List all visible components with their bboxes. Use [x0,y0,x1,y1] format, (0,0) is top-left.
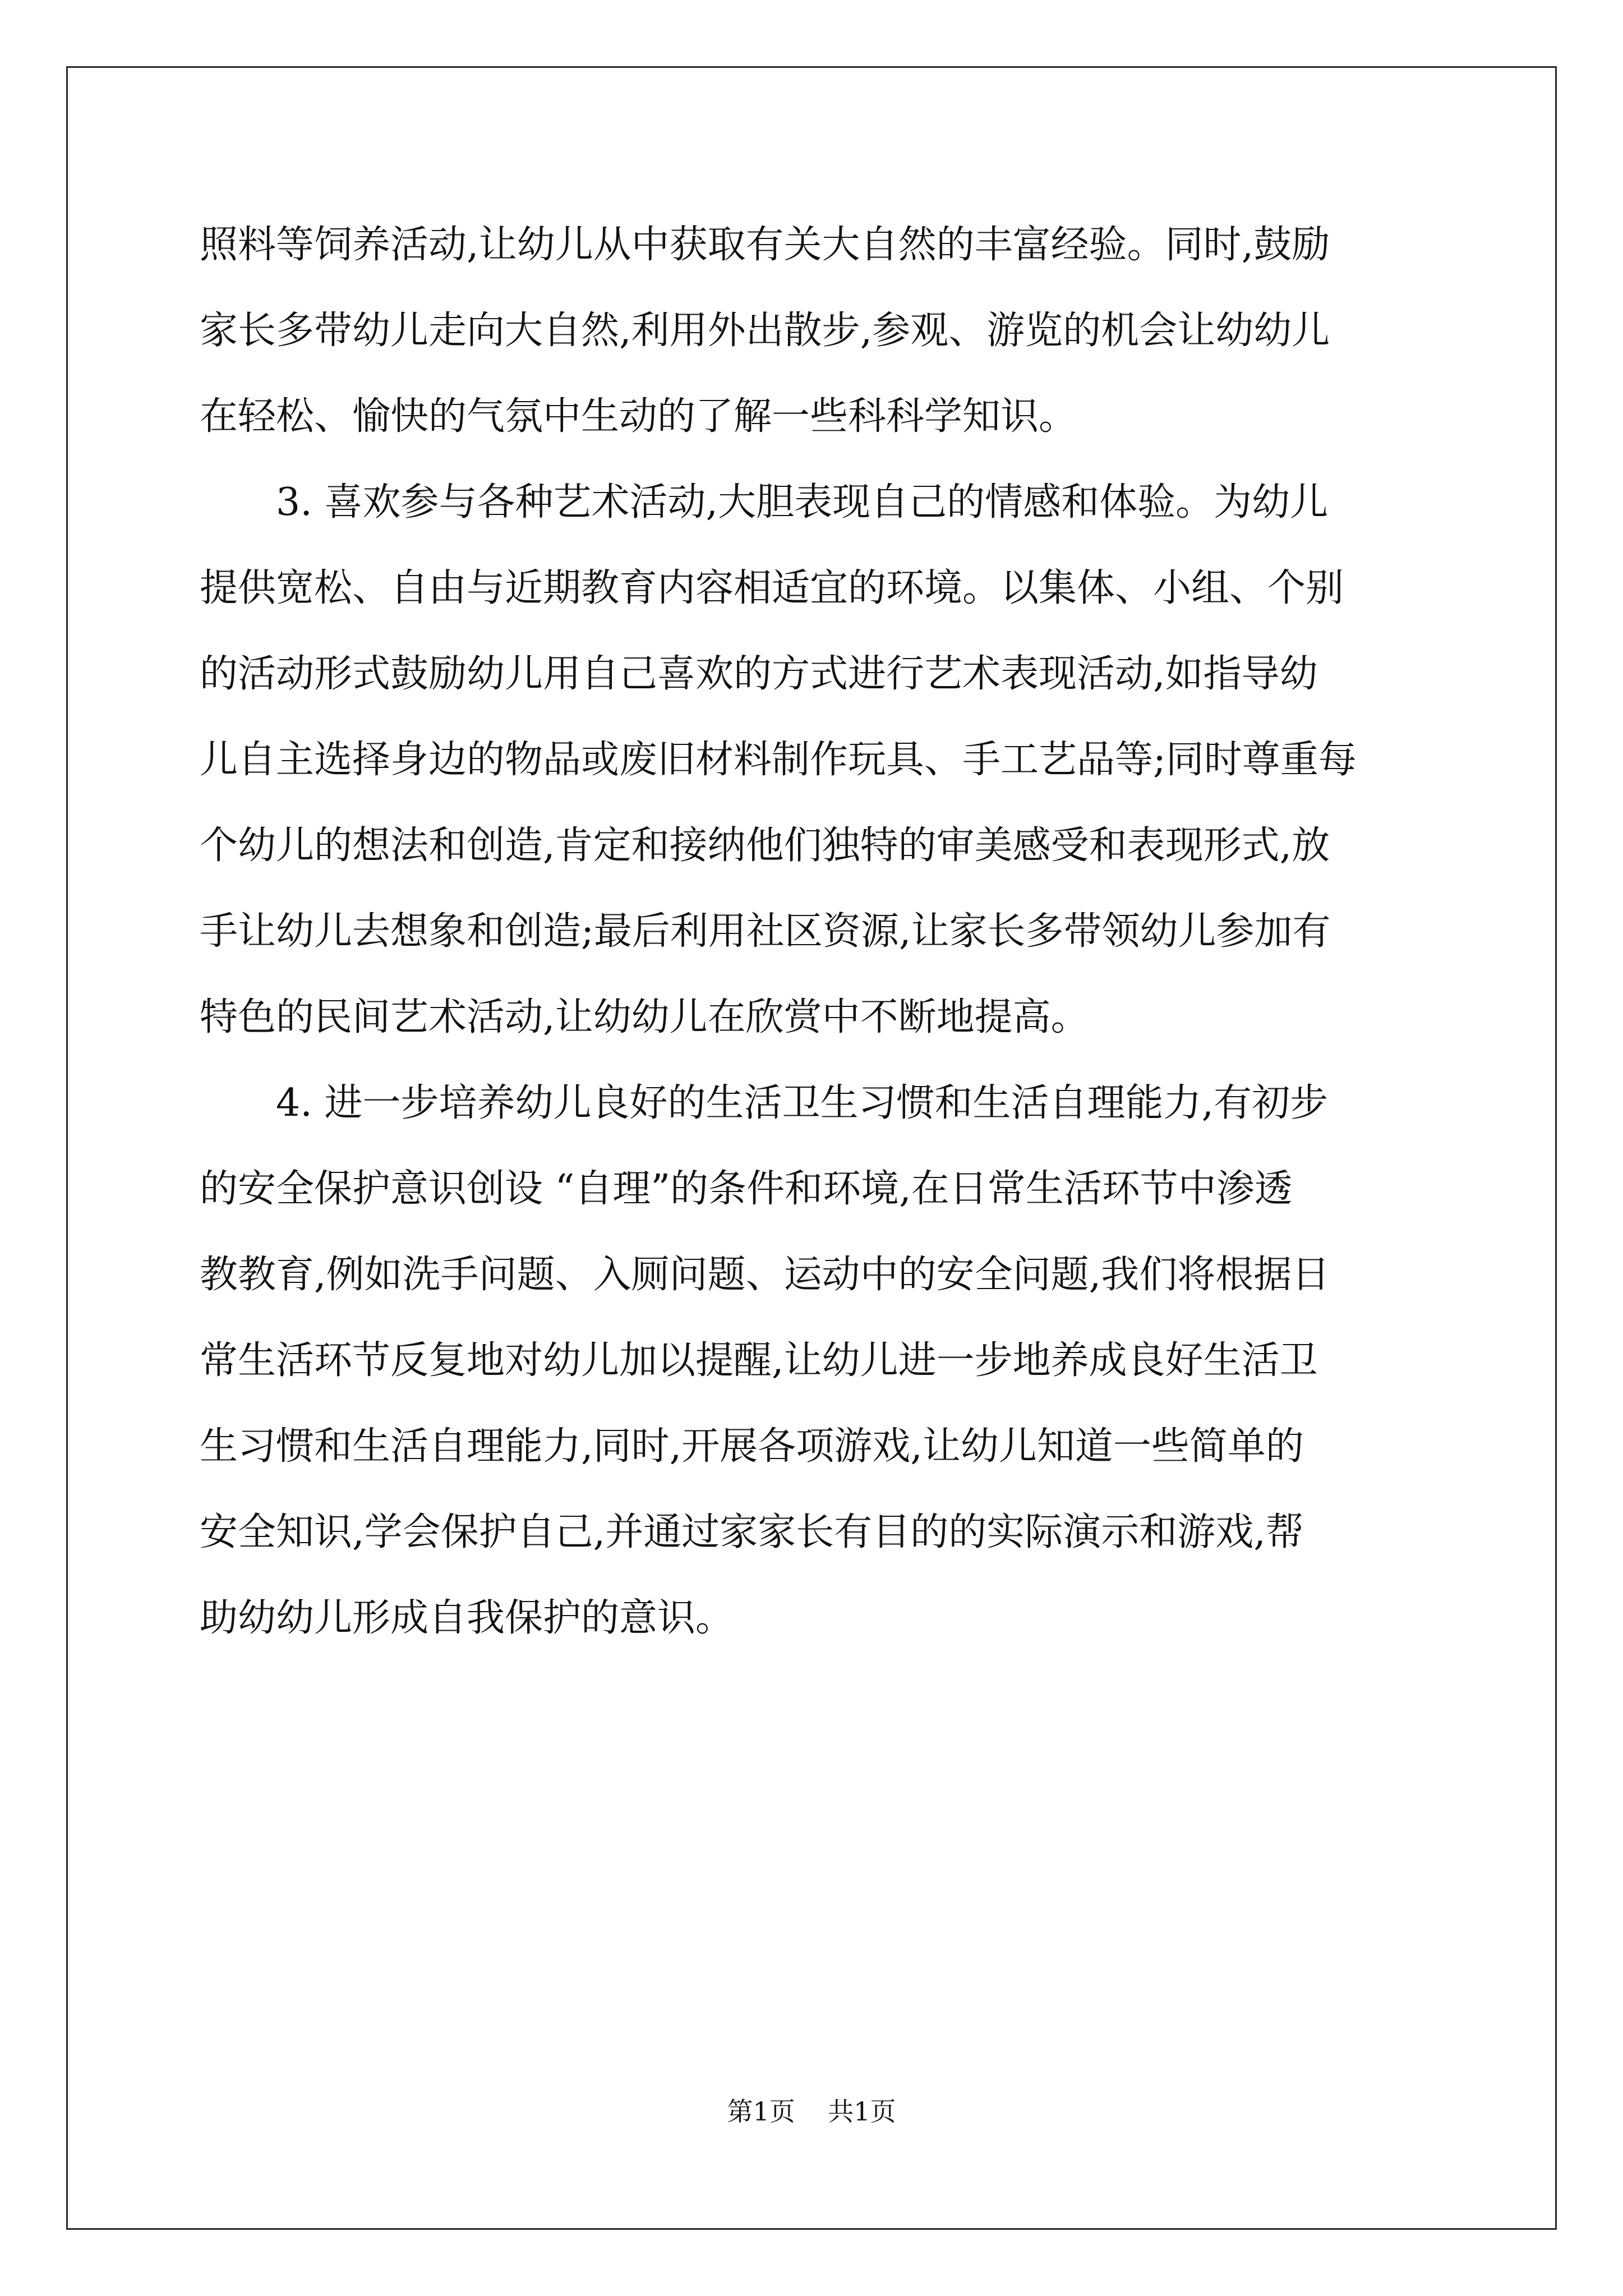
page-number: 第1页 [727,2096,795,2127]
text-line: 教教育,例如洗手问题、入厕问题、运动中的安全问题,我们将根据日 [200,1253,1330,1297]
text-line: 手让幼儿去想象和创造;最后利用社区资源,让家长多带领幼儿参加有 [200,909,1331,954]
text-line: 助幼幼儿形成自我保护的意识。 [200,1596,734,1640]
text-line: 提供宽松、自由与近期教育内容相适宜的环境。以集体、小组、个别 [200,566,1344,610]
page-footer [0,2091,1623,2128]
text-line: 生习惯和生活自理能力,同时,开展各项游戏,让幼儿知道一些简单的 [200,1424,1304,1469]
text-line: 家长多带幼儿走向大自然,利用外出散步,参观、游览的机会让幼幼儿 [200,309,1330,353]
body-text [200,202,1433,1661]
text-line: 儿自主选择身边的物品或废旧材料制作玩具、手工艺品等;同时尊重每 [200,738,1357,782]
page-total: 共1页 [828,2096,896,2127]
paragraph-4-start: 4. 进一步培养幼儿良好的生活卫生习惯和生活自理能力,有初步 [276,1081,1329,1125]
text-line: 常生活环节反复地对幼儿加以提醒,让幼儿进一步地养成良好生活卫 [200,1338,1318,1383]
text-line: 安全知识,学会保护自己,并通过家家长有目的的实际演示和游戏,帮 [200,1510,1304,1554]
text-line: 在轻松、愉快的气氛中生动的了解一些科科学知识。 [200,394,1077,439]
paragraph-3-start: 3. 喜欢参与各种艺术活动,大胆表现自己的情感和体验。为幼儿 [276,480,1329,524]
text-line: 的活动形式鼓励幼儿用自己喜欢的方式进行艺术表现活动,如指导幼 [200,652,1318,696]
text-line: 照料等饲养活动,让幼儿从中获取有关大自然的丰富经验。同时,鼓励 [200,223,1330,267]
text-line: 的安全保护意识创设 “自理”的条件和环境,在日常生活环节中渗透 [200,1167,1293,1211]
text-line: 个幼儿的想法和创造,肯定和接纳他们独特的审美感受和表现形式,放 [200,823,1330,868]
text-line: 特色的民间艺术活动,让幼幼儿在欣赏中不断地提高。 [200,995,1089,1039]
